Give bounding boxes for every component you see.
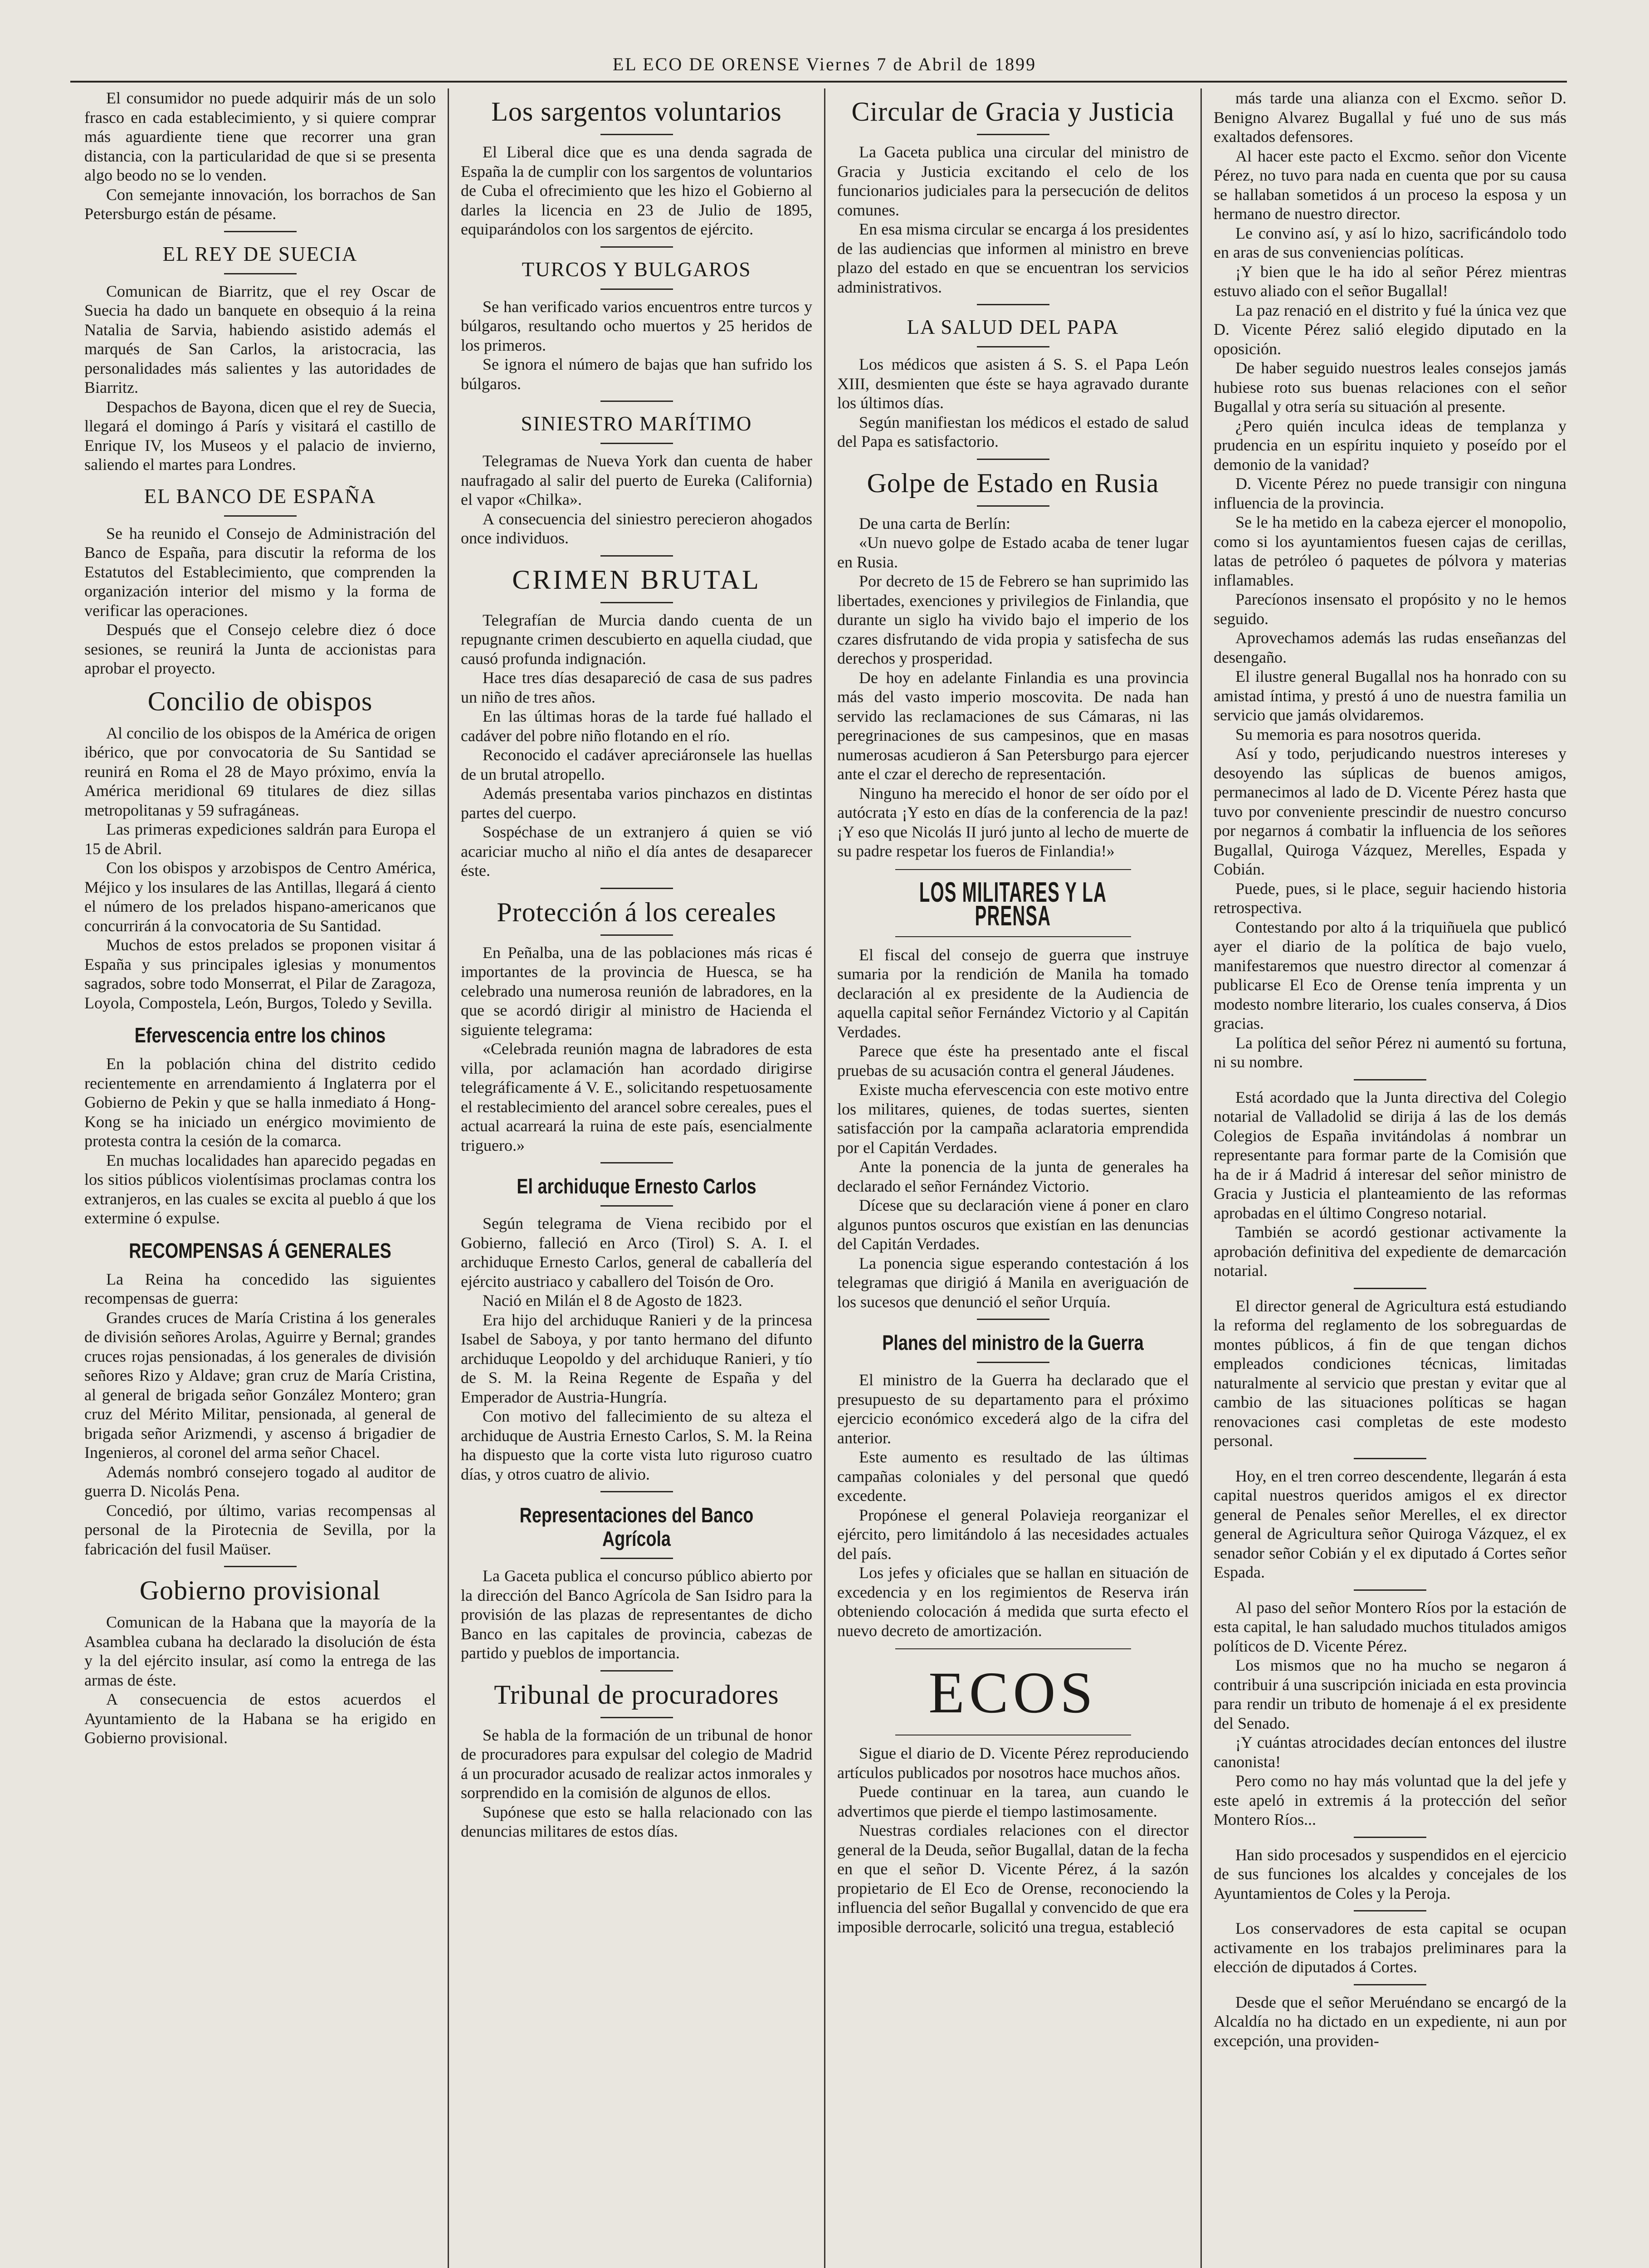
paragraph: Comunican de Biarritz, que el rey Oscar de Suecia ha dado un banquete en obsequio á la reina Natalia de Sarvia, habiendo asistido además el marqués de San Carlos, la aristocracia, las personalidades más salientes y las autoridades de Biarritz. xyxy=(84,282,436,396)
divider xyxy=(224,515,297,517)
divider xyxy=(600,1162,673,1163)
paragraph: Se ha reunido el Consejo de Administración del Banco de España, para discutir la reforma de los Estatutos del Establecimiento, que comprenden la organización interior del mismo y la forma de verificar las operaciones. xyxy=(84,524,436,620)
paragraph: Pero como no hay más voluntad que la del jefe y este apeló in extremis á la protección del señor Montero Ríos... xyxy=(1214,1772,1566,1828)
paragraph: Nuestras cordiales relaciones con el director general de la Deuda, señor Bugallal, datan de la fecha en que el señor D. Vicente Pérez, á la sazón propietario de El Eco de Orense, reconociendo la influencia del señor Bugallal y convencido de que era imposible derrocarle, solicitó una tregua, estableció xyxy=(837,1821,1189,1936)
heading-proteccion: Protección á los cereales xyxy=(497,897,776,927)
divider xyxy=(600,246,673,248)
paragraph: Nació en Milán el 8 de Agosto de 1823. xyxy=(483,1291,742,1310)
heading-rey-suecia: EL REY DE SUECIA xyxy=(162,242,358,265)
paragraph: Según manifiestan los médicos el estado de salud del Papa es satisfactorio. xyxy=(837,413,1189,450)
divider xyxy=(977,346,1049,347)
paragraph: Al paso del señor Montero Ríos por la estación de esta capital, le han saludado muchos titulados amigos políticos de D. Vicente Pérez. xyxy=(1214,1598,1566,1655)
paragraph: De una carta de Berlín: xyxy=(859,514,1010,533)
divider xyxy=(977,1319,1049,1320)
paragraph: La Gaceta publica una circular del ministro de Gracia y Justicia excitando el celo de los funcionarios judiciales para la persecución de delitos comunes. xyxy=(837,143,1189,219)
paragraph: Sigue el diario de D. Vicente Pérez reproduciendo artículos publicados por nosotros hace muchos años. xyxy=(837,1744,1189,1782)
paragraph: «Un nuevo golpe de Estado acaba de tener lugar en Rusia. xyxy=(837,533,1189,571)
divider xyxy=(1354,1910,1426,1911)
paragraph: En las últimas horas de la tarde fué hallado el cadáver del pobre niño flotando en el río. xyxy=(461,707,812,745)
column-3 xyxy=(825,88,1202,2268)
heading-crimen: CRIMEN BRUTAL xyxy=(512,564,761,595)
paragraph: Ninguno ha merecido el honor de ser oído por el autócrata ¡Y esto en días de la conferencia de la paz! ¡Y eso que Nicolás II juró junto al lecho de muerte de su padre respetar los fueros de Finlandia!» xyxy=(837,784,1189,860)
divider xyxy=(1354,1589,1426,1591)
heading-representaciones: Representaciones del Banco Agrícola xyxy=(519,1503,754,1550)
paragraph: Era hijo del archiduque Ranieri y de la princesa Isabel de Saboya, y por tanto hermano del difunto archiduque Leopoldo y del archiduque Ranieri, y tío de S. M. la Reina Regente de España y del Emperador de Austria-Hungría. xyxy=(461,1310,812,1406)
head-rule xyxy=(70,81,1567,83)
paragraph: Han sido procesados y suspendidos en el ejercicio de sus funciones los alcaldes y concejales de los Ayuntamientos de Coles y la Peroja. xyxy=(1214,1845,1566,1902)
divider xyxy=(600,888,673,889)
paragraph: Su memoria es para nosotros querida. xyxy=(1235,725,1481,743)
divider xyxy=(600,934,673,936)
paragraph: Se ignora el número de bajas que han sufrido los búlgaros. xyxy=(461,355,812,393)
divider xyxy=(600,443,673,444)
heading-gobierno: Gobierno provisional xyxy=(139,1575,381,1605)
paragraph: También se acordó gestionar activamente la aprobación definitiva del expediente de demarcación notarial. xyxy=(1214,1223,1566,1280)
heading-siniestro: SINIESTRO MARÍTIMO xyxy=(521,412,752,435)
divider xyxy=(1354,1288,1426,1289)
divider xyxy=(895,869,1131,870)
divider xyxy=(977,1362,1049,1363)
divider xyxy=(224,273,297,274)
paragraph: Existe mucha efervescencia con este motivo entre los militares, quienes, de todas suertes, sienten satisfacción por la campaña aclaratoria emprendida por el Capitán Verdades. xyxy=(837,1080,1189,1157)
paragraph: El director general de Agricultura está estudiando la reforma del reglamento de los sobreguardas de montes públicos, á fin de que tengan dichos empleados condiciones técnicas, limitadas naturalmente al servicio que prestan y evitar que al cambio de las situaciones políticas se hagan renovaciones casi completas de este modesto personal. xyxy=(1214,1296,1566,1450)
paragraph: Ante la ponencia de la junta de generales ha declarado el señor Fernández Victorio. xyxy=(837,1158,1189,1195)
heading-recompensas: RECOMPENSAS Á GENERALES xyxy=(129,1238,391,1262)
divider xyxy=(1354,1837,1426,1838)
paragraph: Muchos de estos prelados se proponen visitar á España y sus principales iglesias y monumentos sagrados, sobre todo Monserrat, el Pilar de Zaragoza, Loyola, Compostela, León, Burgos, Toledo y Sevilla. xyxy=(84,936,436,1012)
paragraph: La ponencia sigue esperando contestación á los telegramas que dirigió á Manila en averiguación de los sucesos que denunció el señor Urquía. xyxy=(837,1254,1189,1311)
paragraph: Además presentaba varios pinchazos en distintas partes del cuerpo. xyxy=(461,784,812,822)
divider xyxy=(224,231,297,232)
heading-concilio: Concilio de obispos xyxy=(147,686,373,716)
paragraph: El ilustre general Bugallal nos ha honrado con su amistad íntima, y prestó á uno de nuestra familia un servicio que jamás olvidaremos. xyxy=(1214,667,1566,724)
paragraph: Además nombró consejero togado al auditor de guerra D. Nicolás Pena. xyxy=(84,1462,436,1500)
column-4 xyxy=(1202,88,1578,2268)
heading-salud-papa: LA SALUD DEL PAPA xyxy=(907,316,1119,338)
columns xyxy=(73,88,1578,2268)
divider xyxy=(600,1670,673,1672)
divider xyxy=(600,401,673,402)
paragraph: La Gaceta publica el concurso público abierto por la dirección del Banco Agrícola de San Isidro para la provisión de las plazas de representantes de dicho Banco en las capitales de provincia, cabezas de partido y pueblos de importancia. xyxy=(461,1567,812,1662)
paragraph: La Reina ha concedido las siguientes recompensas de guerra: xyxy=(84,1270,436,1307)
paragraph: Se habla de la formación de un tribunal de honor de procuradores para expulsar del colegio de Madrid á un procurador acusado de realizar actos inmorales y sorprendido en la comisión de algunos de ellos. xyxy=(461,1725,812,1802)
paragraph: Los médicos que asisten á S. S. el Papa León XIII, desmienten que éste se haya agravado durante los últimos días. xyxy=(837,355,1189,412)
paragraph: En muchas localidades han aparecido pegadas en los sitios públicos violentísimas proclamas contra los extranjeros, en las cuales se excita al pueblo á que los extermine ó expulse. xyxy=(84,1151,436,1227)
paragraph: Al hacer este pacto el Excmo. señor don Vicente Pérez, no tuvo para nada en cuenta que por su causa se hallaban sometidos á un proceso la esposa y un hermano de nuestro director. xyxy=(1214,147,1566,223)
paragraph: «Celebrada reunión magna de labradores de esta villa, por aclamación han acordado dirigirse telegráficamente á V. E., solicitando respetuosamente el restablecimiento del arancel sobre cereales, pues el actual acarreará la ruina de este país, esencialmente triguero.» xyxy=(461,1040,812,1154)
divider xyxy=(600,134,673,135)
divider xyxy=(600,1717,673,1718)
paragraph: ¡Y cuántas atrocidades decían entonces del ilustre canonista! xyxy=(1214,1733,1566,1771)
paragraph: Supónese que esto se halla relacionado con las denuncias militares de estos días. xyxy=(461,1803,812,1840)
paragraph: Al concilio de los obispos de la América de origen ibérico, que por convocatoria de Su Santidad se reunirá en Roma el 28 de Mayo próximo, envía la América meridional 69 titulares de diez sillas metropolitanas y 59 sufragáneas. xyxy=(84,723,436,819)
heading-planes: Planes del ministro de la Guerra xyxy=(882,1331,1144,1354)
paragraph: Reconocido el cadáver apreciáronsele las huellas de un brutal atropello. xyxy=(461,746,812,783)
divider xyxy=(977,505,1049,507)
paragraph: Sospéchase de un extranjero á quien se vió acariciar mucho al niño el día antes de desaparecer éste. xyxy=(461,823,812,880)
paragraph: Después que el Consejo celebre diez ó doce sesiones, se reunirá la Junta de accionistas para aprobar el proyecto. xyxy=(84,621,436,677)
divider xyxy=(600,602,673,603)
divider xyxy=(600,1205,673,1207)
paragraph: De haber seguido nuestros leales consejos jamás hubiese roto sus buenas relaciones con el señor Bugallal y otra sería su situación al presente. xyxy=(1214,359,1566,415)
paragraph: En Peñalba, una de las poblaciones más ricas é importantes de la provincia de Huesca, se ha celebrado una numerosa reunión de labradores, en la que se acordó dirigir al ministro de Hacienda el siguiente telegrama: xyxy=(461,943,812,1039)
paragraph: En la población china del distrito cedido recientemente en arrendamiento á Inglaterra por el Gobierno de Pekin y que se halla inmediato á Hong-Kong se ha iniciado un enérgico movimiento de protesta contra la cesión de la comarca. xyxy=(84,1055,436,1150)
divider xyxy=(1354,1079,1426,1080)
heading-ecos: ECOS xyxy=(928,1660,1098,1725)
paragraph: Despachos de Bayona, dicen que el rey de Suecia, llegará el domingo á París y visitará el castillo de Enrique IV, los Museos y el palacio de invierno, saliendo el martes para Londres. xyxy=(84,397,436,474)
paragraph: Telegramas de Nueva York dan cuenta de haber naufragado al salir del puerto de Eureka (California) el vapor «Chilka». xyxy=(461,452,812,508)
paragraph: Los jefes y oficiales que se hallan en situación de excedencia y en los regimientos de Reserva irán obteniendo colocación á medida que surta efecto el nuevo decreto de amortización. xyxy=(837,1564,1189,1640)
paragraph: Por decreto de 15 de Febrero se han suprimido las libertades, exenciones y privilegios de Finlandia, que durante un siglo ha vivido bajo el imperio de los czares disfrutando de vida propia y satisfecha de sus derechos y prosperidad. xyxy=(837,572,1189,667)
paragraph: más tarde una alianza con el Excmo. señor D. Benigno Alvarez Bugallal y fué uno de sus más exaltados defensores. xyxy=(1214,89,1566,146)
divider xyxy=(600,555,673,557)
paragraph: Comunican de la Habana que la mayoría de la Asamblea cubana ha declarado la disolución de ésta y la del ejército insular, así como la entrega de las armas de éste. xyxy=(84,1613,436,1689)
running-head: EL ECO DE ORENSE Viernes 7 de Abril de 1899 xyxy=(612,54,1037,74)
paragraph: Este aumento es resultado de las últimas campañas coloniales y del personal que quedó excedente. xyxy=(837,1448,1189,1505)
paragraph: Aprovechamos además las rudas enseñanzas del desengaño. xyxy=(1214,629,1566,666)
heading-banco-espana: EL BANCO DE ESPAÑA xyxy=(144,484,376,508)
paragraph: Le convino así, y así lo hizo, sacrificándolo todo en aras de sus conveniencias políticas. xyxy=(1214,224,1566,261)
heading-chinos: Efervescencia entre los chinos xyxy=(134,1023,386,1047)
divider xyxy=(895,936,1131,937)
divider xyxy=(1354,1984,1426,1985)
paragraph: Concedió, por último, varias recompensas al personal de la Pirotecnia de Sevilla, por la fabricación del fusil Maüser. xyxy=(84,1501,436,1558)
divider xyxy=(600,288,673,290)
divider xyxy=(1354,1458,1426,1459)
paragraph: ¡Y bien que le ha ido al señor Pérez mientras estuvo aliado con el señor Bugallal! xyxy=(1214,262,1566,300)
paragraph: Se le ha metido en la cabeza ejercer el monopolio, como si los ayuntamientos fuesen cajas de cerillas, latas de petróleo ó paquetes de pólvora y materias inflamables. xyxy=(1214,513,1566,589)
paragraph: Parece que éste ha presentado ante el fiscal pruebas de su acusación contra el general Jáudenes. xyxy=(837,1042,1189,1080)
paragraph: Dícese que su declaración viene á poner en claro algunos puntos oscuros que existían en las denuncias del Capitán Verdades. xyxy=(837,1196,1189,1253)
divider xyxy=(895,1648,1131,1649)
divider xyxy=(977,459,1049,460)
heading-circular: Circular de Gracia y Justicia xyxy=(851,97,1175,127)
paragraph: ¿Pero quién inculca ideas de templanza y prudencia en un espíritu inquieto y poseído por el demonio de la vanidad? xyxy=(1214,416,1566,474)
column-1 xyxy=(73,88,449,2268)
paragraph: Según telegrama de Viena recibido por el Gobierno, falleció en Arco (Tirol) S. A. I. el archiduque Ernesto Carlos, general de caballería del ejército austriaco y caballero del Toisón de Oro. xyxy=(461,1214,812,1290)
heading-turcos: TURCOS Y BULGAROS xyxy=(522,258,751,281)
paragraph: Con los obispos y arzobispos de Centro América, Méjico y los insulares de las Antillas, llegará á ciento el número de los prelados hispano-americanos que concurrirán á la convocatoria de Su Santidad. xyxy=(84,859,436,935)
heading-golpe: Golpe de Estado en Rusia xyxy=(867,468,1159,498)
divider xyxy=(977,304,1049,305)
paragraph: A consecuencia del siniestro perecieron ahogados once individuos. xyxy=(461,509,812,547)
paragraph: Hace tres días desapareció de casa de sus padres un niño de tres años. xyxy=(461,669,812,706)
paragraph: Con motivo del fallecimiento de su alteza el archiduque de Austria Ernesto Carlos, S. M. la Reina ha dispuesto que la corte vista luto riguroso cuatro días, y otros cuatro de alivio. xyxy=(461,1407,812,1483)
paragraph: Los mismos que no ha mucho se negaron á contribuir á una suscripción iniciada en esta provincia para rendir un tributo de homenaje á el ex presidente del Senado. xyxy=(1214,1656,1566,1732)
paragraph: Desde que el señor Meruéndano se encargó de la Alcaldía no ha dictado en un expediente, ni aun por excepción, una providen- xyxy=(1214,1993,1566,2050)
paragraph: La política del señor Pérez ni aumentó su fortuna, ni su nombre. xyxy=(1214,1033,1566,1071)
paragraph: El ministro de la Guerra ha declarado que el presupuesto de su departamento para el próximo ejercicio económico excederá algo de la cifra del anterior. xyxy=(837,1371,1189,1447)
paragraph: Así y todo, perjudicando nuestros intereses y desoyendo las súplicas de buenos amigos, permanecimos al lado de D. Vicente Pérez hasta que tuvo por conveniente prescindir de nuestro concurso por negarnos á combatir la influencia de los señores Bugallal, Quiroga Vázquez, Merelles, Espada y Cobián. xyxy=(1214,744,1566,878)
paragraph: En esa misma circular se encarga á los presidentes de las audiencias que informen al ministro en breve plazo del estado en que se encuentran los servicios administrativos. xyxy=(837,220,1189,296)
paragraph: Los conservadores de esta capital se ocupan activamente en los trabajos preliminares para la elección de diputados á Cortes. xyxy=(1214,1919,1566,1976)
paragraph: Se han verificado varios encuentros entre turcos y búlgaros, resultando ocho muertos y 25 heridos de los primeros. xyxy=(461,297,812,354)
paragraph: Con semejante innovación, los borrachos de San Petersburgo están de pésame. xyxy=(84,185,436,223)
column-2 xyxy=(449,88,825,2268)
paragraph: Contestando por alto á la triquiñuela que publicó ayer el diario de la política de bajo vuelo, manifestaremos que nuestro director al comenzar á publicarse El Eco de Orense tenía imprenta y un modesto nombre literario, los cuales conserva, á Dios gracias. xyxy=(1214,918,1566,1032)
paragraph: El fiscal del consejo de guerra que instruye sumaria por la rendición de Manila ha tomado declaración al ex presidente de la Audiencia de aquella capital señor Fernández Victorio y al Capitán Verdades. xyxy=(837,945,1189,1041)
heading-sargentos: Los sargentos voluntarios xyxy=(491,97,782,127)
paragraph: Las primeras expediciones saldrán para Europa el 15 de Abril. xyxy=(84,820,436,858)
paragraph: Está acordado que la Junta directiva del Colegio notarial de Valladolid se dirija á las de los demás Colegios de España invitándolas á nombrar un representante para formar parte de la Comisión que ha de ir á Madrid á interesar del señor ministro de Gracia y Justicia el planteamiento de las reformas aprobadas en el último Congreso notarial. xyxy=(1214,1088,1566,1222)
paragraph: Hoy, en el tren correo descendente, llegarán á esta capital nuestros queridos amigos el ex director general de Penales señor Merelles, el ex director general de Agricultura señor Quiroga Vázquez, el ex senador señor Cobián y el ex diputado á Cortes señor Espada. xyxy=(1214,1466,1566,1581)
heading-archiduque: El archiduque Ernesto Carlos xyxy=(517,1174,756,1198)
paragraph: D. Vicente Pérez no puede transigir con ninguna influencia de la provincia. xyxy=(1214,474,1566,512)
paragraph: El Liberal dice que es una denda sagrada de España la de cumplir con los sargentos de voluntarios de Cuba el ofrecimiento que les hizo el Gobierno al darles la licencia en 23 de Julio de 1895, equiparándolos con los sargentos de ejército. xyxy=(461,143,812,238)
paragraph: Puede, pues, si le place, seguir haciendo historia retrospectiva. xyxy=(1214,879,1566,917)
heading-militares: LOS MILITARES Y LA PRENSA xyxy=(919,876,1107,932)
heading-tribunal: Tribunal de procuradores xyxy=(494,1679,779,1710)
paragraph: Parecíonos insensato el propósito y no le hemos seguido. xyxy=(1214,590,1566,628)
divider xyxy=(977,134,1049,135)
paragraph: Propónese el general Polavieja reorganizar el ejército, pero limitándolo á las necesidades actuales del país. xyxy=(837,1505,1189,1563)
paragraph: Puede continuar en la tarea, aun cuando le advertimos que pierde el tiempo lastimosamente. xyxy=(837,1783,1189,1820)
divider xyxy=(600,1558,673,1559)
divider xyxy=(224,1566,297,1567)
paragraph: Telegrafían de Murcia dando cuenta de un repugnante crimen descubierto en aquella ciudad, que causó profunda indignación. xyxy=(461,611,812,668)
paragraph: De hoy en adelante Finlandia es una provincia más del vasto imperio moscovita. De nada han servido las reclamaciones de sus Cámaras, ni las peregrinaciones de sus campesinos, que en masas numerosas acudieron á San Petersburgo para ejercer ante el czar el derecho de representación. xyxy=(837,668,1189,783)
divider xyxy=(600,1491,673,1492)
paragraph: A consecuencia de estos acuerdos el Ayuntamiento de la Habana se ha erigido en Gobierno provisional. xyxy=(84,1690,436,1747)
paragraph: El consumidor no puede adquirir más de un solo frasco en cada establecimiento, y si quiere comprar más aguardiente tiene que recorrer una gran distancia, con la particularidad de que si se presenta algo beodo no se lo venden. xyxy=(84,89,436,184)
paragraph: La paz renació en el distrito y fué la única vez que D. Vicente Pérez salió elegido diputado en la oposición. xyxy=(1214,301,1566,358)
paragraph: Grandes cruces de María Cristina á los generales de división señores Arolas, Aguirre y Bernal; grandes cruces rojas pensionadas, á los generales de división señores Rizo y Aldave; gran cruz de María Cristina, al general de brigada señor González Montero; gran cruz del Mérito Militar, pensionada, al general de brigada señor Arizmendi, y ascenso á brigadier de Ingenieros, al coronel del arma señor Chacel. xyxy=(84,1308,436,1461)
